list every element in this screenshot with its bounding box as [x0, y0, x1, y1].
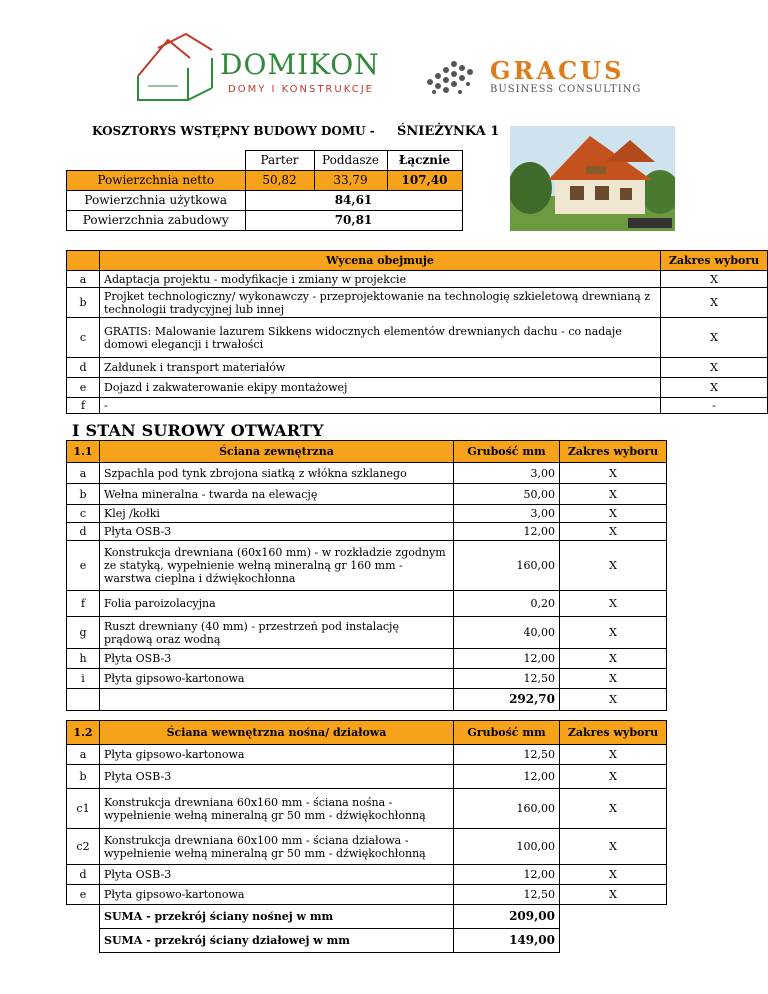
- sum-bearing-value: 209,00: [454, 905, 560, 929]
- row-id: a: [67, 463, 100, 484]
- row-text: Płyta gipsowo-kartonowa: [100, 885, 454, 905]
- sum-bearing-label: SUMA - przekrój ściany nośnej w mm: [100, 905, 454, 929]
- table-row: [67, 669, 667, 689]
- scope-row-id: d: [67, 358, 100, 378]
- scope-row-text: GRATIS: Malowanie lazurem Sikkens widocznych elementów drewnianych dachu - co nadaje domowi elegancji i trwałości: [100, 318, 661, 358]
- section-heading: I STAN SUROWY OTWARTY: [72, 421, 324, 440]
- project-name: ŚNIEŻYNKA 1: [397, 124, 500, 139]
- col-poddasze: Poddasze: [314, 151, 387, 171]
- scope-row-mark: X: [661, 378, 768, 398]
- row-value: 12,00: [454, 865, 560, 885]
- scope-row: [67, 358, 768, 378]
- scope-row-text: Adaptacja projektu - modyfikacje i zmiany w projekcie: [100, 271, 661, 288]
- row-id: a: [67, 745, 100, 765]
- row-text: Płyta gipsowo-kartonowa: [100, 745, 454, 765]
- row-mark: X: [560, 617, 667, 649]
- house-photo: [510, 126, 675, 231]
- row-mark: X: [560, 765, 667, 789]
- scope-row: [67, 318, 768, 358]
- table-row: [67, 829, 667, 865]
- row-mark: X: [560, 829, 667, 865]
- wall1-num: 1.1: [67, 441, 100, 463]
- row-text: Folia paroizolacyjna: [100, 591, 454, 617]
- scope-choice-header: Zakres wyboru: [661, 251, 768, 271]
- row-id: c: [67, 505, 100, 523]
- row-text: Płyta OSB-3: [100, 765, 454, 789]
- built-area-value: 70,81: [245, 211, 462, 231]
- table-row: [67, 505, 667, 523]
- row-value: 3,00: [454, 505, 560, 523]
- scope-row: [67, 378, 768, 398]
- domikon-tagline: DOMY I KONSTRUKCJE: [228, 84, 374, 95]
- scope-row-mark: -: [661, 398, 768, 414]
- row-value: 0,20: [454, 591, 560, 617]
- row-value: 50,00: [454, 484, 560, 505]
- wall1-thickness-header: Grubość mm: [454, 441, 560, 463]
- gracus-tagline: BUSINESS CONSULTING: [490, 84, 642, 95]
- net-area-total: 107,40: [387, 171, 462, 191]
- row-value: 12,50: [454, 669, 560, 689]
- row-id: b: [67, 765, 100, 789]
- row-text: Konstrukcja drewniana 60x100 mm - ściana działowa - wypełnienie wełną mineralną gr 50 mm - dźwiękochłonną: [100, 829, 454, 865]
- row-text: Konstrukcja drewniana (60x160 mm) - w rozkładzie zgodnym ze statyką, wypełnienie wełną mineralną gr 160 mm - warstwa cieplna i dźwiękochłonna: [100, 541, 454, 591]
- row-id: f: [67, 591, 100, 617]
- row-text: Szpachla pod tynk zbrojona siatką z włókna szklanego: [100, 463, 454, 484]
- scope-row-mark: X: [661, 318, 768, 358]
- scope-row-id: a: [67, 271, 100, 288]
- net-area-label: Powierzchnia netto: [67, 171, 246, 191]
- scope-row-text: -: [100, 398, 661, 414]
- row-value: 12,50: [454, 745, 560, 765]
- row-id: e: [67, 541, 100, 591]
- external-wall-table: [66, 440, 667, 711]
- row-text: Klej /kołki: [100, 505, 454, 523]
- row-id: h: [67, 649, 100, 669]
- row-text: Wełna mineralna - twarda na elewację: [100, 484, 454, 505]
- area-table: [66, 150, 463, 231]
- row-id: g: [67, 617, 100, 649]
- col-lacznie: Łącznie: [387, 151, 462, 171]
- row-value: 12,50: [454, 885, 560, 905]
- table-row: [67, 885, 667, 905]
- scope-row-id: e: [67, 378, 100, 398]
- table-row: [67, 789, 667, 829]
- row-text: Płyta OSB-3: [100, 649, 454, 669]
- usable-area-label: Powierzchnia użytkowa: [67, 191, 246, 211]
- sum-partition-value: 149,00: [454, 929, 560, 953]
- scope-header: Wycena obejmuje: [100, 251, 661, 271]
- built-area-label: Powierzchnia zabudowy: [67, 211, 246, 231]
- row-mark: X: [560, 484, 667, 505]
- net-area-parter: 50,82: [245, 171, 314, 191]
- net-area-poddasze: 33,79: [314, 171, 387, 191]
- table-row: [67, 541, 667, 591]
- row-mark: X: [560, 591, 667, 617]
- gracus-word: GRACUS: [490, 56, 625, 85]
- scope-row-mark: X: [661, 288, 768, 318]
- internal-wall-table: [66, 720, 667, 953]
- row-mark: X: [560, 885, 667, 905]
- usable-area-value: 84,61: [245, 191, 462, 211]
- row-value: 160,00: [454, 789, 560, 829]
- row-mark: X: [560, 505, 667, 523]
- table-row: [67, 591, 667, 617]
- row-id: i: [67, 669, 100, 689]
- row-text: Płyta OSB-3: [100, 865, 454, 885]
- scope-row: [67, 398, 768, 414]
- scope-row-id: f: [67, 398, 100, 414]
- scope-row: [67, 288, 768, 318]
- wall2-thickness-header: Grubość mm: [454, 721, 560, 745]
- col-parter: Parter: [245, 151, 314, 171]
- scope-row-id: b: [67, 288, 100, 318]
- scope-row-text: Dojazd i zakwaterowanie ekipy montażowej: [100, 378, 661, 398]
- scope-table: [66, 250, 768, 414]
- row-mark: X: [560, 649, 667, 669]
- gracus-logo: [420, 52, 650, 112]
- document-title: KOSZTORYS WSTĘPNY BUDOWY DOMU -: [92, 124, 375, 138]
- domikon-logo: [128, 28, 380, 108]
- row-value: 12,00: [454, 765, 560, 789]
- row-id: c1: [67, 789, 100, 829]
- scope-row-mark: X: [661, 358, 768, 378]
- row-mark: X: [560, 541, 667, 591]
- wall1-total-mark: X: [560, 689, 667, 711]
- row-value: 100,00: [454, 829, 560, 865]
- table-row: [67, 463, 667, 484]
- wall2-header: Ściana wewnętrzna nośna/ działowa: [100, 721, 454, 745]
- row-id: c2: [67, 829, 100, 865]
- row-mark: X: [560, 865, 667, 885]
- row-value: 3,00: [454, 463, 560, 484]
- table-row: [67, 649, 667, 669]
- row-mark: X: [560, 523, 667, 541]
- wall1-total: 292,70: [454, 689, 560, 711]
- table-row: [67, 745, 667, 765]
- wall2-choice-header: Zakres wyboru: [560, 721, 667, 745]
- dots-globe-icon: [420, 52, 480, 98]
- row-value: 12,00: [454, 523, 560, 541]
- wall1-choice-header: Zakres wyboru: [560, 441, 667, 463]
- row-mark: X: [560, 669, 667, 689]
- scope-row-text: Projket technologiczny/ wykonawczy - przeprojektowanie na technologię szkieletową drewnianą z technologii tradycyjnej lub innej: [100, 288, 661, 318]
- row-mark: X: [560, 745, 667, 765]
- scope-row-id: c: [67, 318, 100, 358]
- row-value: 40,00: [454, 617, 560, 649]
- table-row: [67, 523, 667, 541]
- domikon-word: DOMIKON: [220, 48, 380, 81]
- table-row: [67, 617, 667, 649]
- table-row: [67, 865, 667, 885]
- wall2-num: 1.2: [67, 721, 100, 745]
- row-value: 12,00: [454, 649, 560, 669]
- row-text: Płyta OSB-3: [100, 523, 454, 541]
- row-id: b: [67, 484, 100, 505]
- row-text: Ruszt drewniany (40 mm) - przestrzeń pod instalację prądową oraz wodną: [100, 617, 454, 649]
- scope-row: [67, 271, 768, 288]
- row-mark: X: [560, 789, 667, 829]
- table-row: [67, 484, 667, 505]
- row-id: d: [67, 523, 100, 541]
- row-id: d: [67, 865, 100, 885]
- row-text: Konstrukcja drewniana 60x160 mm - ściana nośna - wypełnienie wełną mineralną gr 50 mm - dźwiękochłonną: [100, 789, 454, 829]
- scope-row-text: Załdunek i transport materiałów: [100, 358, 661, 378]
- row-text: Płyta gipsowo-kartonowa: [100, 669, 454, 689]
- row-mark: X: [560, 463, 667, 484]
- sum-partition-label: SUMA - przekrój ściany działowej w mm: [100, 929, 454, 953]
- wall1-header: Ściana zewnętrzna: [100, 441, 454, 463]
- row-value: 160,00: [454, 541, 560, 591]
- row-id: e: [67, 885, 100, 905]
- scope-row-mark: X: [661, 271, 768, 288]
- table-row: [67, 765, 667, 789]
